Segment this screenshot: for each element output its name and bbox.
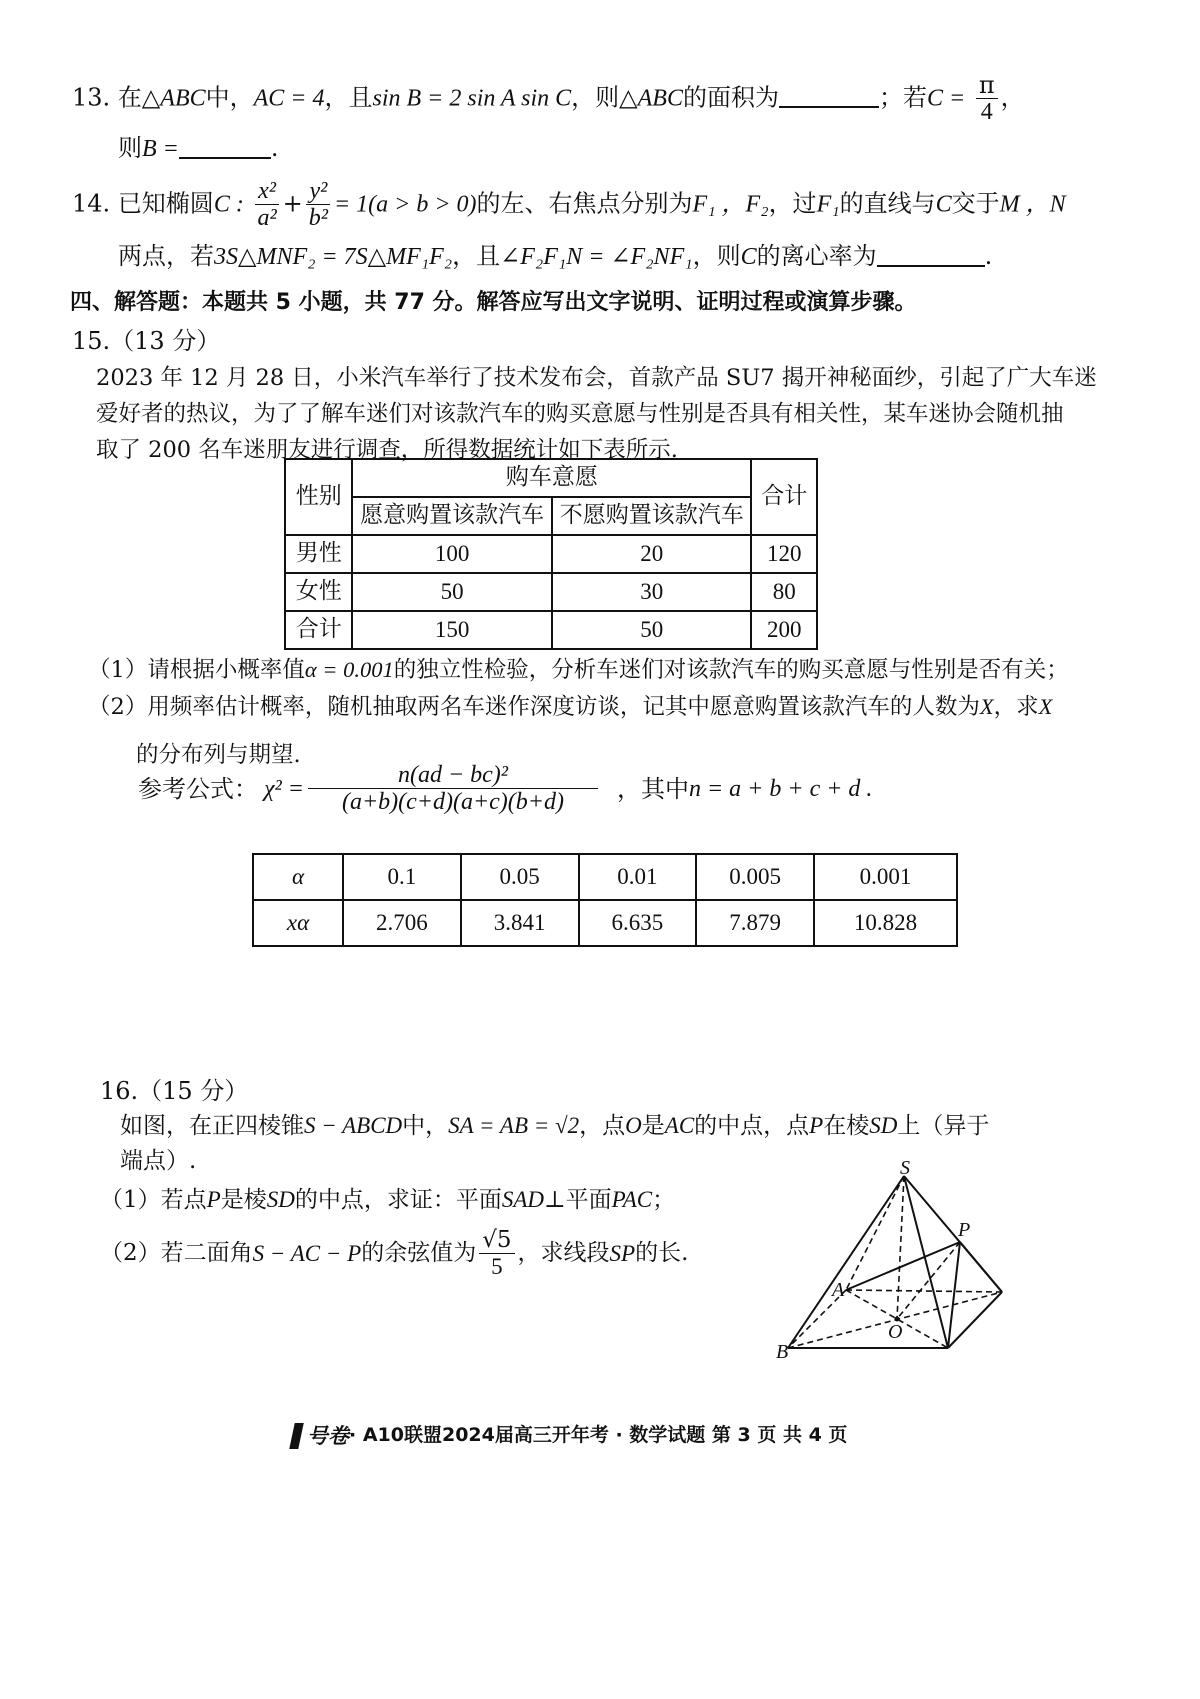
answer-blank — [179, 133, 271, 159]
q16-line1: 如图，在正四棱锥S − ABCD中，SA = AB = √2，点O是AC的中点，点P在棱SD上（异于 — [120, 1113, 990, 1139]
q15-header: 15.（13 分） — [72, 327, 221, 355]
edge-po — [897, 1242, 960, 1319]
header-intention: 购车意愿 — [352, 459, 751, 497]
header-willing: 愿意购置该款汽车 — [352, 497, 552, 535]
chi-square-fraction: $\frac{\text{n(ad − bc)²}}{(a+b)(c+d)(a+c)(b+d)}$ — [308, 762, 598, 816]
q15-para: 2023 年 12 月 28 日，小米汽车举行了技术发布会，首款产品 SU7 揭开神秘面纱，引起了广大车迷 爱好者的热议，为了了解车迷们对该款汽车的购买意愿与性别是否具有相关性，某车迷协会随机抽 取了 200 名车迷朋友进行调查，所得数据统计如下表所示. — [96, 365, 1097, 463]
q15-part2: （2）用频率估计概率，随机抽取两名车迷作深度访谈，记其中愿意购置该款汽车的人数为X，求X — [88, 694, 1053, 720]
q13-line2: 则B = . — [118, 134, 279, 162]
edge-sa — [846, 1176, 904, 1290]
table-row: 男性 100 20 120 — [285, 535, 817, 573]
q14-line1: 14. 已知椭圆C : $\frac{\text{x²}}{\text{a²}}$ + $\frac{\text{y²}}{\text{b²}}$ = 1(a > b > 0)的左、右焦点分别为F₁ ，F₂，过F₁的直线与C交于M ，N — [72, 178, 1066, 232]
table-row: 女性 50 30 80 — [285, 573, 817, 611]
edge-ad — [846, 1290, 1002, 1292]
answer-blank — [779, 82, 879, 108]
header-unwilling: 不愿购置该款汽车 — [552, 497, 751, 535]
q16-part2: （2）若二面角 S − AC − P 的余弦值为 $\frac{√5}{5}$ ，求线段 SP 的长. — [100, 1227, 689, 1280]
reference-formula: 参考公式： χ² = $\frac{\text{n(ad − bc)²}}{(a+b)(c+d)(a+c)(b+d)}$ ，其中 n = a + b + c + d . — [138, 762, 873, 816]
table-row: 合计 150 50 200 — [285, 611, 817, 649]
footer-text: · A10联盟2024届高三开年考 · 数学试题 第 3 页 共 4 页 — [349, 1424, 848, 1447]
table-row: xα 2.706 3.841 6.635 7.879 10.828 — [253, 900, 957, 946]
header-gender: 性别 — [285, 459, 352, 535]
brand-logo — [289, 1423, 304, 1449]
q16-part1: （1）若点P是棱SD的中点，求证：平面SAD⊥平面PAC； — [100, 1187, 676, 1213]
edge-so — [897, 1176, 904, 1319]
q15-part1: （1）请根据小概率值α = 0.001的独立性检验，分析车迷们对该款汽车的购买意愿与性别是否有关； — [88, 657, 1069, 683]
label-s: S — [900, 1160, 910, 1179]
edge-cd — [948, 1292, 1002, 1348]
fraction-pi-4: $\frac{\pi}{4}$ — [976, 72, 998, 126]
q13-number: 13. — [72, 83, 111, 112]
table-row: α 0.1 0.05 0.01 0.005 0.001 — [253, 854, 957, 900]
label-b: B — [776, 1341, 789, 1363]
label-p: P — [958, 1219, 971, 1241]
q14-number: 14. — [72, 189, 111, 218]
survey-table — [284, 458, 818, 650]
answer-blank — [877, 241, 985, 267]
q14-line2: 两点，若3S△MNF₂ = 7S△MF₁F₂，且∠F₂F₁N = ∠F₂NF₁，则C的离心率为 . — [118, 242, 993, 270]
brand-name: 号卷 — [307, 1424, 349, 1448]
q15-part2-line2: 的分布列与期望. — [136, 742, 301, 768]
q16-line2: 端点）. — [120, 1148, 197, 1174]
label-o: O — [888, 1321, 903, 1343]
fraction-sqrt5-5: $\frac{√5}{5}$ — [479, 1228, 514, 1280]
q13-line1: 13. 在△ABC中，AC = 4，且sin B = 2 sin A sin C，则△ABC的面积为 ；若C = $\frac{\pi}{4}$ ， — [72, 71, 1025, 126]
edge-pd-seg — [960, 1242, 1002, 1292]
header-total: 合计 — [751, 459, 817, 535]
edge-ap-solid — [846, 1242, 960, 1290]
label-a: A — [832, 1279, 845, 1301]
pyramid-figure — [770, 1160, 1030, 1370]
section-heading: 四、解答题：本题共 5 小题，共 77 分。解答应写出文字说明、证明过程或演算步骤。 — [70, 290, 917, 315]
page-footer — [292, 1422, 847, 1450]
q16-header: 16.（15 分） — [100, 1077, 249, 1105]
critical-value-table — [252, 853, 958, 947]
edge-pc — [948, 1242, 960, 1348]
